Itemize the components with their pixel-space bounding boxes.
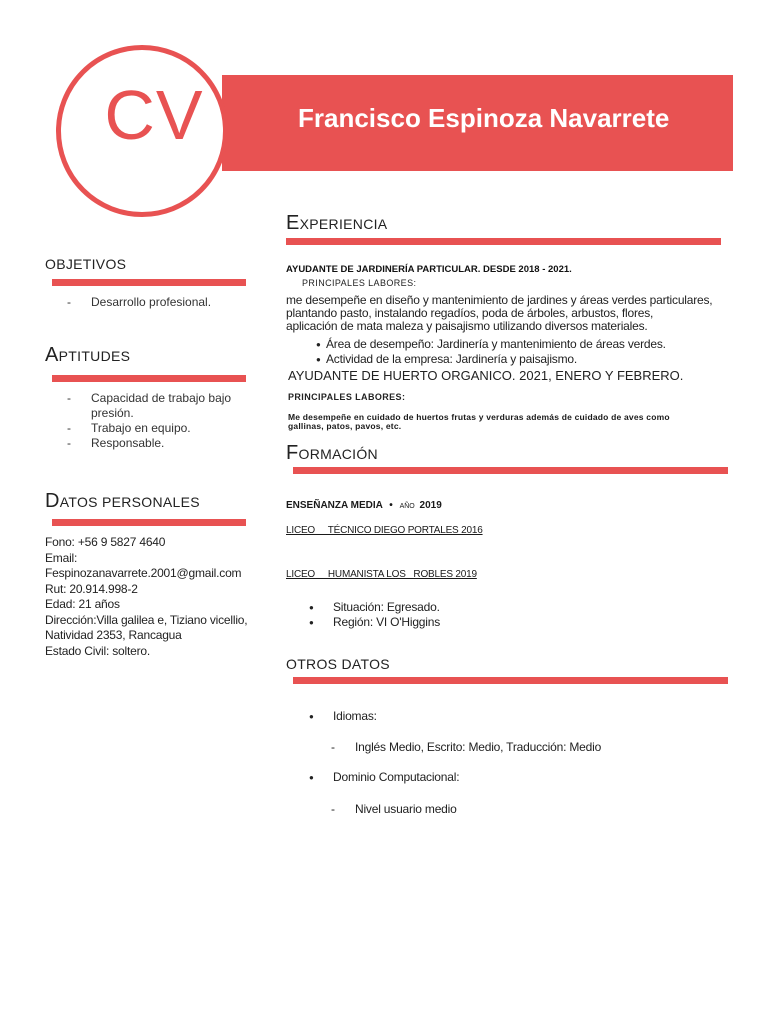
school-2: LICEO HUMANISTA LOS ROBLES 2019 xyxy=(286,569,477,580)
list-item: ● Situación: Egresado. xyxy=(309,600,440,615)
phone: Fono: +56 9 5827 4640 xyxy=(45,535,166,549)
civil-status: Estado Civil: soltero. xyxy=(45,643,150,658)
list-item: - Responsable. xyxy=(45,436,245,451)
list-item: - Capacidad de trabajo bajo presión. xyxy=(45,391,245,421)
job2-description: Me desempeñe en cuidado de huertos frutas y verduras además de cuidado de aves como gallinas, patos, pavos, etc. xyxy=(288,412,670,431)
job2-title: AYUDANTE DE HUERTO ORGANICO. 2021, ENERO Y FEBRERO. xyxy=(288,368,684,383)
formacion-heading: FORMACIÓN xyxy=(286,442,378,464)
rut: Rut: 20.914.998-2 xyxy=(45,581,138,596)
datos-personales xyxy=(45,535,247,659)
experiencia-rule xyxy=(286,238,721,245)
school-1: LICEO TÉCNICO DIEGO PORTALES 2016 xyxy=(286,525,483,536)
email: Fespinozanavarrete.2001@gmail.com xyxy=(45,566,242,580)
objetivos-rule xyxy=(52,279,246,286)
list-item: ● Actividad de la empresa: Jardinería y paisajismo. xyxy=(316,352,666,367)
job1-title: AYUDANTE DE JARDINERÍA PARTICULAR. DESDE 2018 - 2021. xyxy=(286,264,572,275)
job1-bullets xyxy=(316,337,666,367)
email-label: Email: xyxy=(45,550,78,565)
list-item: - Trabajo en equipo. xyxy=(45,421,245,436)
objetivos-list xyxy=(45,295,245,310)
education-bullets xyxy=(309,600,440,630)
job2-subheading: PRINCIPALES LABORES: xyxy=(288,392,406,402)
idiomas-detail: - Inglés Medio, Escrito: Medio, Traducción: Medio xyxy=(331,740,602,754)
otros-dominio xyxy=(309,770,459,785)
education-level: ENSEÑANZA MEDIA • AÑO 2019 xyxy=(286,500,442,511)
list-item: ● Región: VI O'Higgins xyxy=(309,615,440,630)
otros-idiomas xyxy=(309,709,377,724)
datos-heading: DATOS PERSONALES xyxy=(45,490,200,512)
address-line-2: Natividad 2353, Rancagua xyxy=(45,628,182,642)
aptitudes-list xyxy=(45,391,245,451)
objetivos-heading: OBJETIVOS xyxy=(45,256,127,272)
list-item: - Desarrollo profesional. xyxy=(45,295,245,310)
list-item: ● Dominio Computacional: xyxy=(309,770,459,785)
dominio-detail: - Nivel usuario medio xyxy=(331,802,457,816)
otros-heading: OTROS DATOS xyxy=(286,656,390,672)
job1-description: me desempeñe en diseño y mantenimiento de jardines y áreas verdes particulares, plantando pasto, instalando regadíos, poda de árboles, arbustos, flores, aplicación de mata maleza y paisajismo utilizando diversos materiales. xyxy=(286,293,713,333)
list-item: ● Área de desempeño: Jardinería y mantenimiento de áreas verdes. xyxy=(316,337,666,352)
list-item: ● Idiomas: xyxy=(309,709,377,724)
candidate-name: Francisco Espinoza Navarrete xyxy=(298,103,670,133)
age: Edad: 21 años xyxy=(45,597,120,611)
aptitudes-heading: APTITUDES xyxy=(45,344,131,366)
otros-rule xyxy=(293,677,728,684)
address-line-1: Dirección:Villa galilea e, Tiziano vicellio, xyxy=(45,612,248,627)
datos-rule xyxy=(52,519,246,526)
experiencia-heading: EXPERIENCIA xyxy=(286,212,388,234)
job1-subheading: PRINCIPALES LABORES: xyxy=(302,278,417,288)
aptitudes-rule xyxy=(52,375,246,382)
formacion-rule xyxy=(293,467,728,474)
monogram: CV xyxy=(104,76,204,154)
